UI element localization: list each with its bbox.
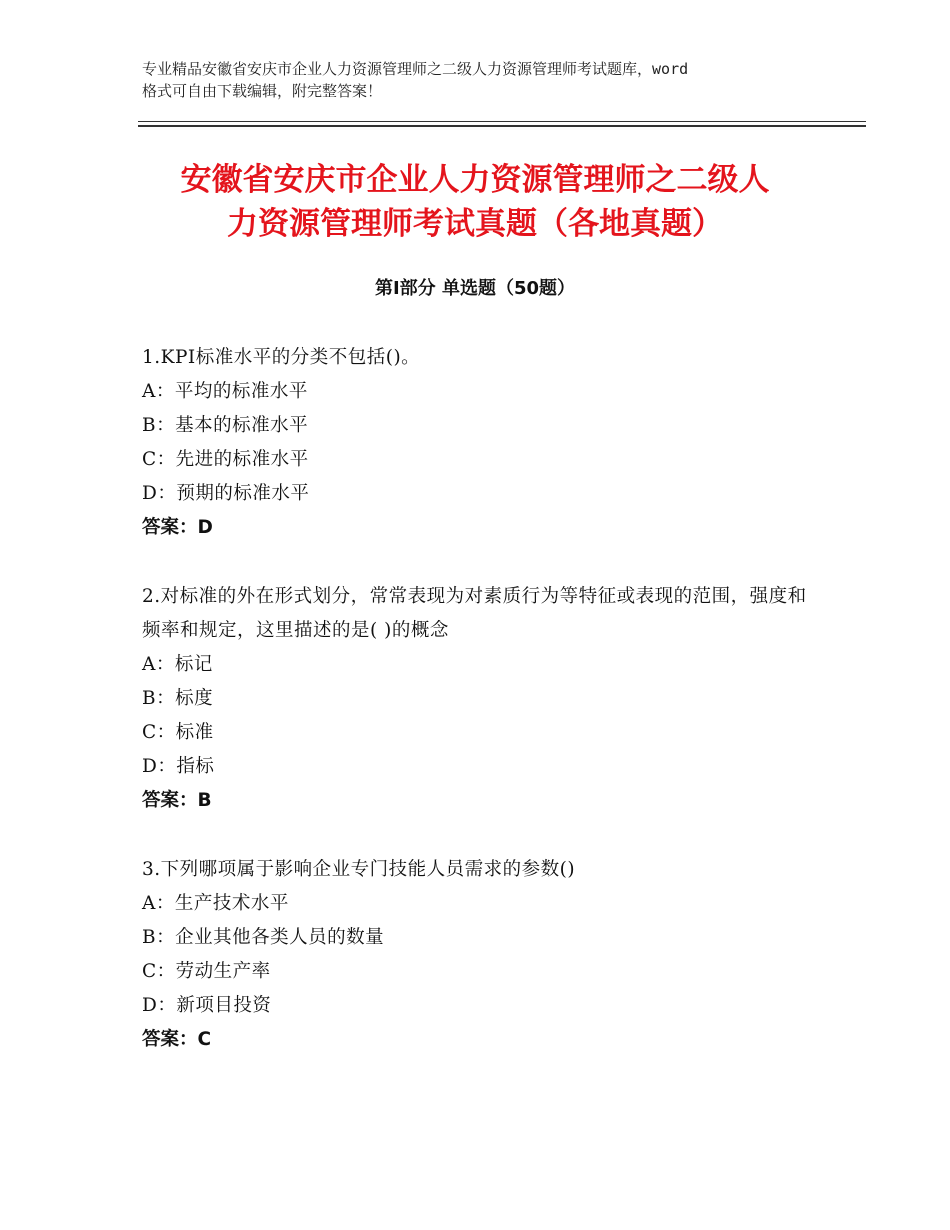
option-d: D：新项目投资 [142, 995, 272, 1016]
answer: 答案：C [142, 1029, 212, 1050]
question-stem: 1.KPI标准水平的分类不包括()。 [142, 347, 421, 368]
question-stem: 3.下列哪项属于影响企业专门技能人员需求的参数() [142, 859, 576, 880]
document-title-line: 力资源管理师考试真题（各地真题） [227, 206, 723, 242]
option-b: B：标度 [142, 688, 214, 709]
answer: 答案：D [142, 517, 213, 538]
option-c: C：劳动生产率 [142, 961, 271, 982]
section-title: 第Ⅰ部分 单选题（50题） [374, 278, 575, 299]
header-note-line: 专业精品安徽省安庆市企业人力资源管理师之二级人力资源管理师考试题库，word [142, 60, 689, 78]
option-b: B：企业其他各类人员的数量 [142, 927, 385, 948]
option-d: D：预期的标准水平 [142, 483, 310, 504]
option-a: A：生产技术水平 [142, 893, 289, 914]
question-2 [142, 580, 822, 818]
answer: 答案：B [142, 790, 212, 811]
option-b: B：基本的标准水平 [142, 415, 309, 436]
header-note-line: 格式可自由下载编辑，附完整答案！ [142, 82, 383, 100]
question-stem: 2.对标准的外在形式划分，常常表现为对素质行为等特征或表现的范围，强度和频率和规定，这里描述的是( )的概念 [142, 586, 807, 641]
option-a: A：平均的标准水平 [142, 381, 308, 402]
question-1 [142, 341, 822, 545]
document-title [120, 158, 830, 246]
option-d: D：指标 [142, 756, 215, 777]
option-c: C：标准 [142, 722, 214, 743]
option-a: A：标记 [142, 654, 213, 675]
option-c: C：先进的标准水平 [142, 449, 309, 470]
header-divider-thin [138, 121, 866, 122]
question-3 [142, 853, 822, 1057]
header-note [142, 58, 842, 102]
header-divider-thick [138, 125, 866, 127]
document-title-line: 安徽省安庆市企业人力资源管理师之二级人 [180, 162, 770, 198]
question-list [142, 341, 822, 1092]
